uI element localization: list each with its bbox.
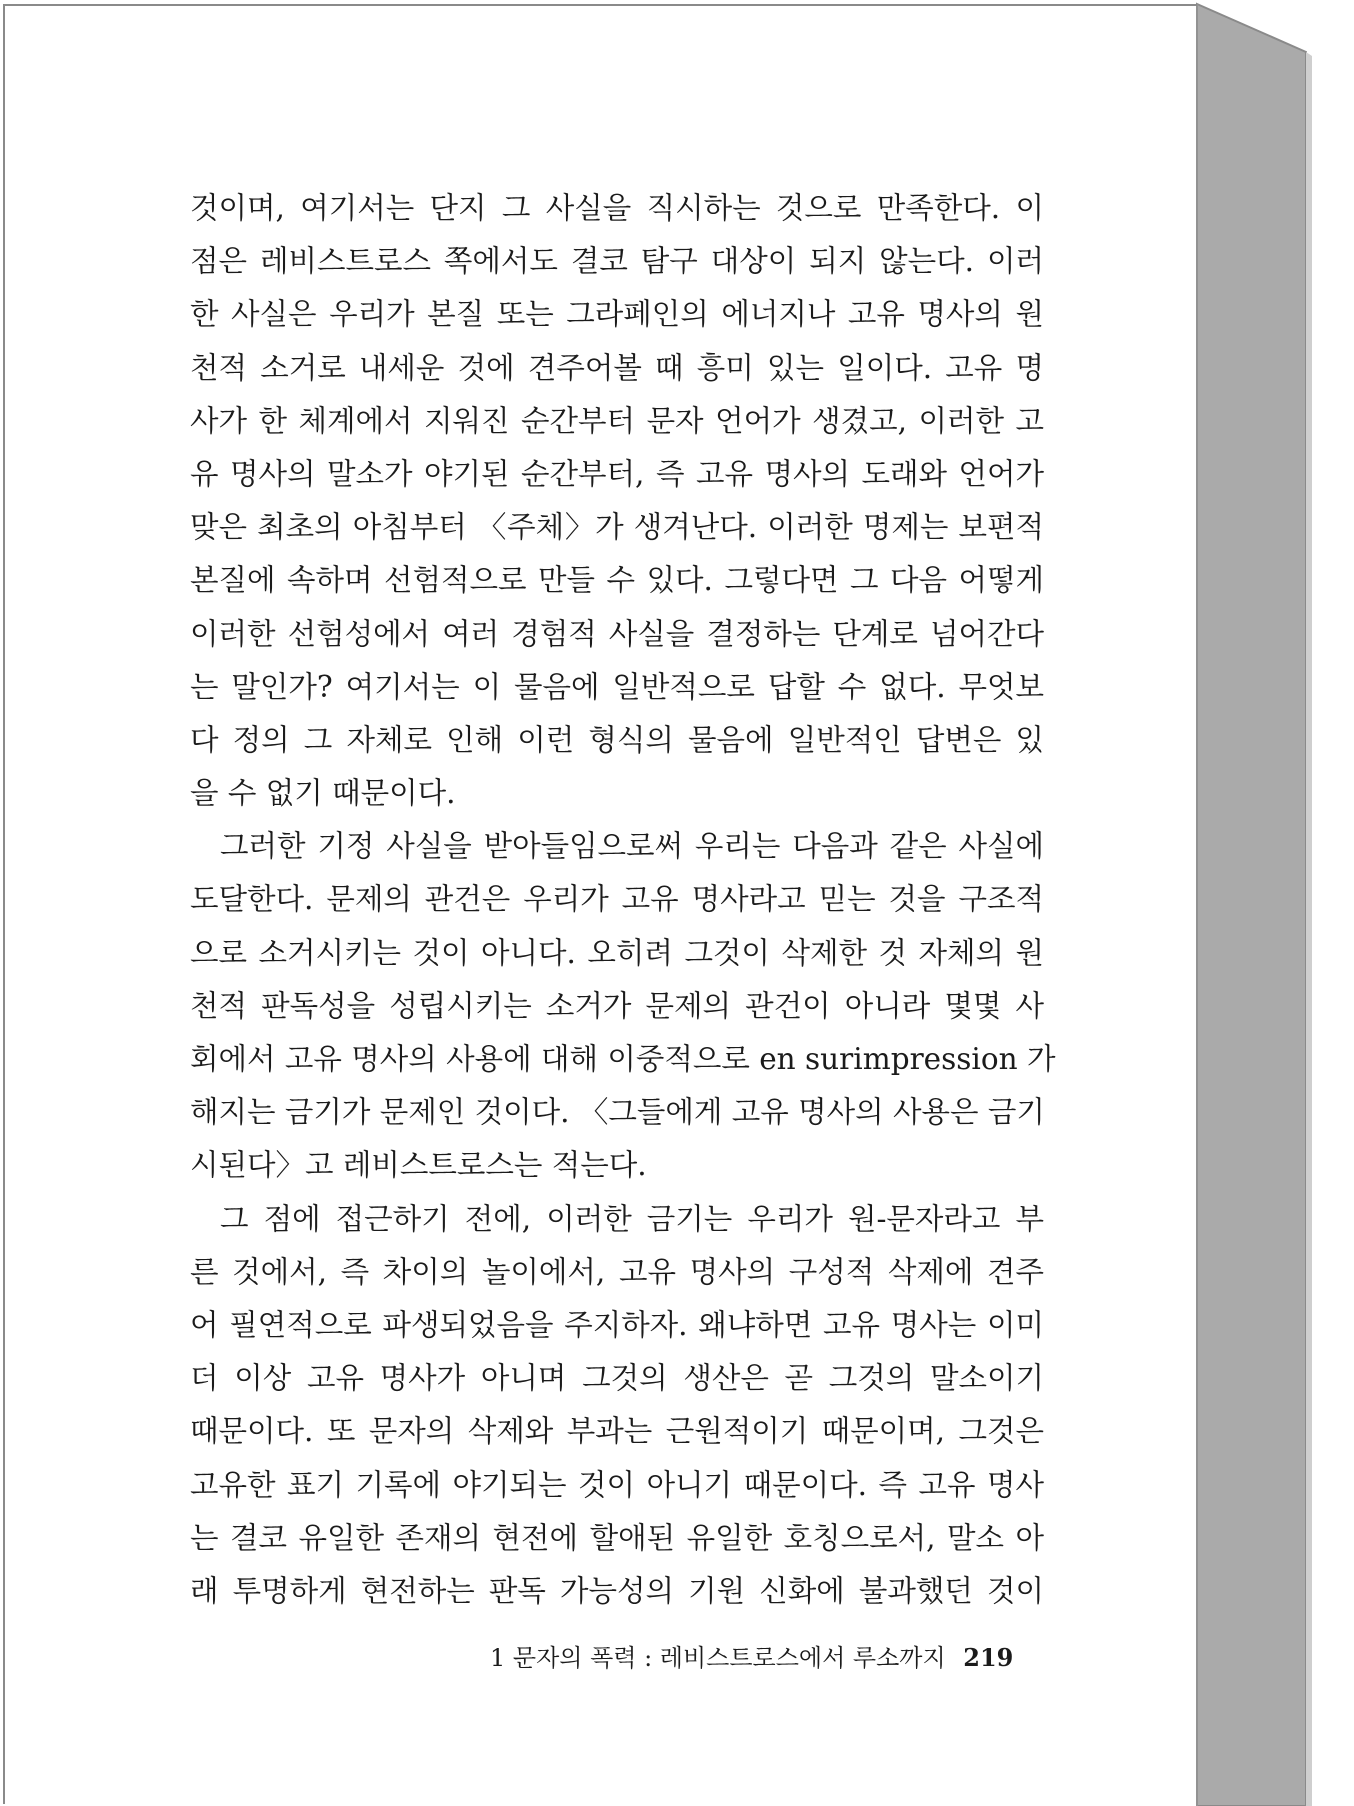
text-line: 회에서 고유 명사의 사용에 대해 이중적으로 en surimpression 가 [190, 1042, 1056, 1076]
text-line: 것이며, 여기서는 단지 그 사실을 직시하는 것으로 만족한다. 이 [190, 191, 1044, 225]
paragraph [190, 820, 1056, 1192]
text-line: 천적 소거로 내세운 것에 견주어볼 때 흥미 있는 일이다. 고유 명 [190, 350, 1044, 385]
text-line: 는 말인가? 여기서는 이 물음에 일반적으로 답할 수 없다. 무엇보 [190, 669, 1044, 704]
chapter-title: 1 문자의 폭력 : 레비스트로스에서 루소까지 [490, 1644, 946, 1672]
text-line: 해지는 금기가 문제인 것이다. 〈그들에게 고유 명사의 사용은 금기 [190, 1095, 1045, 1130]
text-line: 시된다〉고 레비스트로스는 적는다. [190, 1148, 647, 1183]
text-line: 는 결코 유일한 존재의 현전에 할애된 유일한 호칭으로서, 말소 아 [190, 1520, 1044, 1555]
text-line: 더 이상 고유 명사가 아니며 그것의 생산은 곧 그것의 말소이기 [190, 1361, 1044, 1396]
page-number: 219 [963, 1643, 1014, 1672]
text-line: 고유한 표기 기록에 야기되는 것이 아니기 때문이다. 즉 고유 명사 [190, 1467, 1044, 1502]
text-line: 다 정의 그 자체로 인해 이런 형식의 물음에 일반적인 답변은 있 [190, 722, 1044, 757]
text-line: 천적 판독성을 성립시키는 소거가 문제의 관건이 아니라 몇몇 사 [190, 988, 1044, 1023]
text-line: 그러한 기정 사실을 받아들임으로써 우리는 다음과 같은 사실에 [220, 829, 1044, 864]
text-line: 사가 한 체계에서 지워진 순간부터 문자 언어가 생겼고, 이러한 고 [190, 403, 1044, 438]
text-line: 래 투명하게 현전하는 판독 가능성의 기원 신화에 불과했던 것이 [190, 1573, 1044, 1608]
text-line: 으로 소거시키는 것이 아니다. 오히려 그것이 삭제한 것 자체의 원 [190, 935, 1044, 970]
text-line: 른 것에서, 즉 차이의 놀이에서, 고유 명사의 구성적 삭제에 견주 [190, 1254, 1044, 1289]
text-line: 본질에 속하며 선험적으로 만들 수 있다. 그렇다면 그 다음 어떻게 [190, 563, 1044, 598]
text-line: 점은 레비스트로스 쪽에서도 결코 탐구 대상이 되지 않는다. 이러 [190, 244, 1044, 279]
text-line: 때문이다. 또 문자의 삭제와 부과는 근원적이기 때문이며, 그것은 [190, 1414, 1044, 1449]
text-line: 어 필연적으로 파생되었음을 주지하자. 왜냐하면 고유 명사는 이미 [190, 1307, 1044, 1342]
text-line: 한 사실은 우리가 본질 또는 그라페인의 에너지나 고유 명사의 원 [190, 297, 1044, 332]
text-line: 도달한다. 문제의 관건은 우리가 고유 명사라고 믿는 것을 구조적 [190, 882, 1044, 917]
paragraph [190, 1193, 1044, 1619]
text-line: 이러한 선험성에서 여러 경험적 사실을 결정하는 단계로 넘어간다 [190, 616, 1044, 651]
body-text [190, 182, 1056, 1618]
paragraph [190, 182, 1044, 820]
text-line: 유 명사의 말소가 야기된 순간부터, 즉 고유 명사의 도래와 언어가 [190, 456, 1044, 491]
text-line: 을 수 없기 때문이다. [190, 776, 456, 811]
text-line: 그 점에 접근하기 전에, 이러한 금기는 우리가 원-문자라고 부 [220, 1201, 1044, 1236]
running-footer [490, 1638, 1013, 1673]
text-line: 맞은 최초의 아침부터 〈주체〉가 생겨난다. 이러한 명제는 보편적 [190, 510, 1044, 545]
